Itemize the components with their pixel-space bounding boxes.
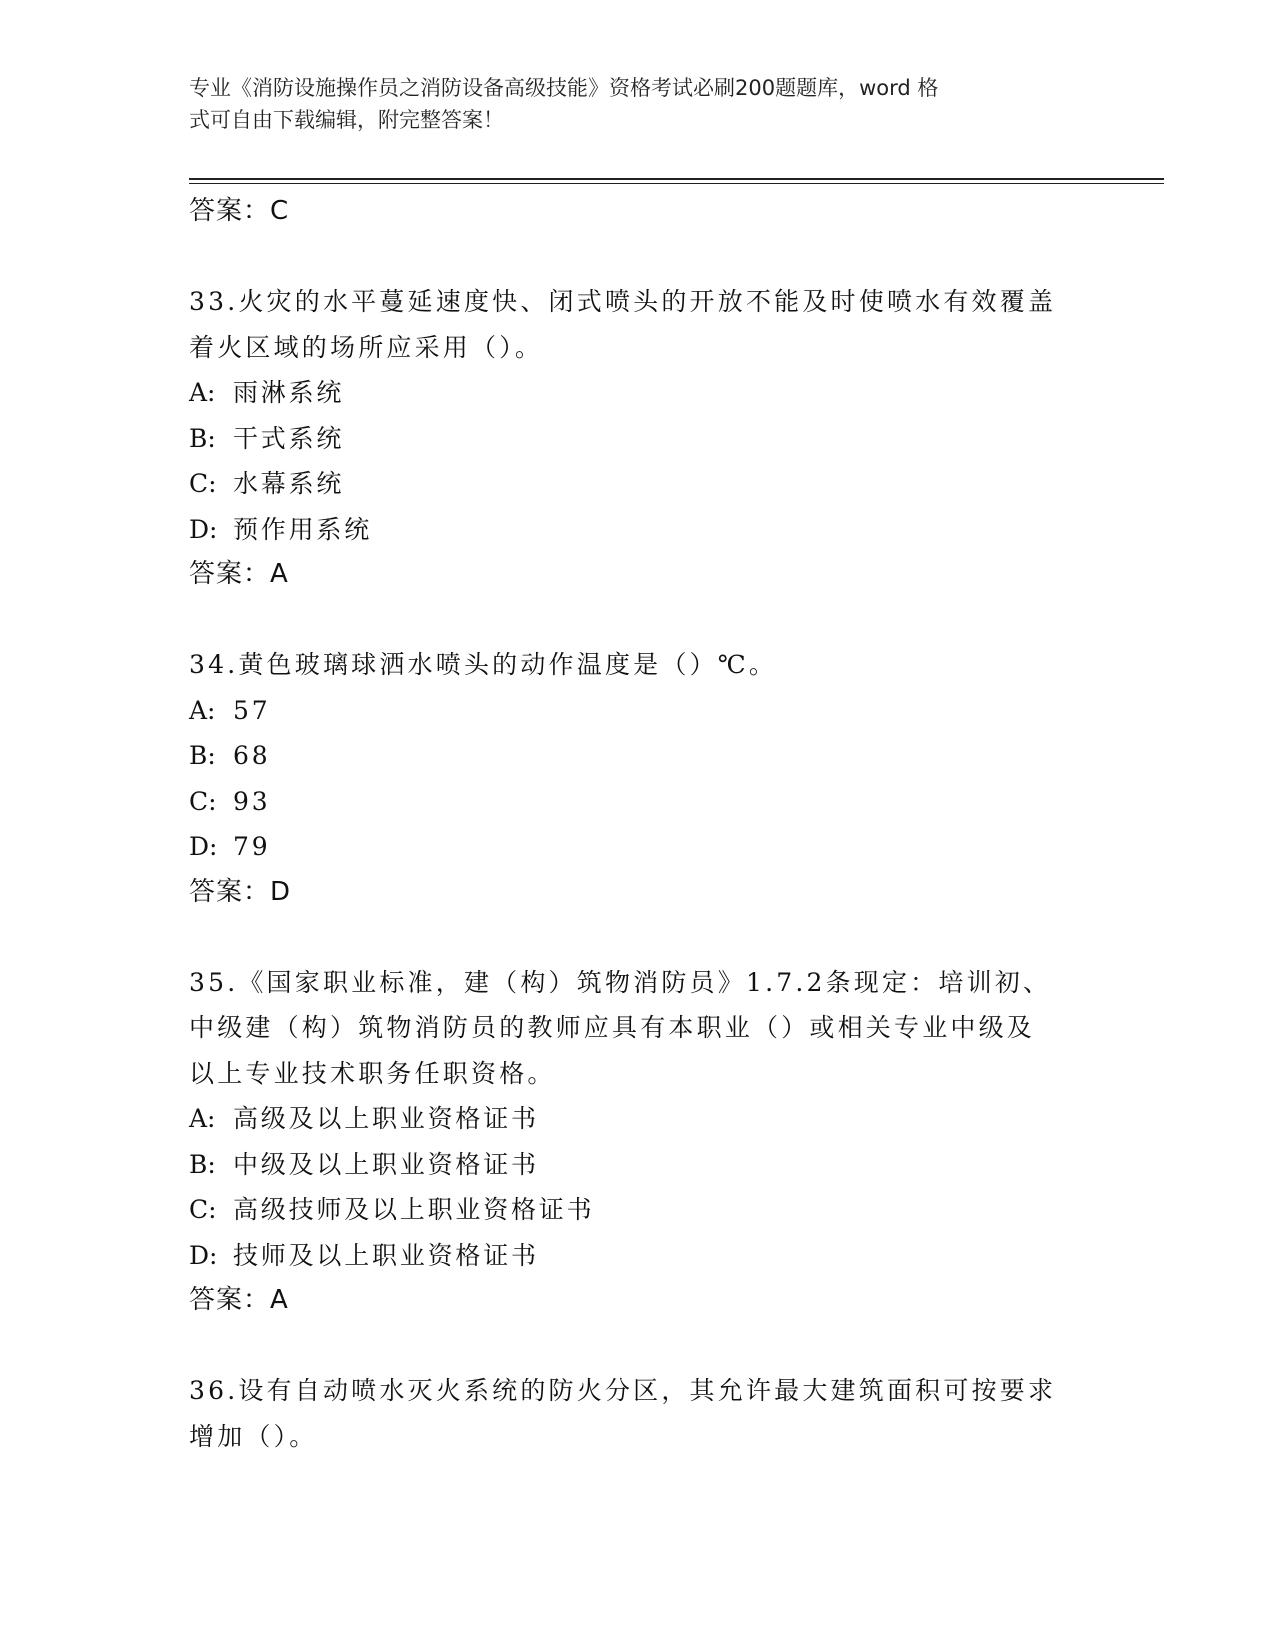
- question-block: [189, 960, 1089, 1324]
- answer-line: [189, 552, 1089, 597]
- question-text: [189, 1368, 1089, 1459]
- option-text: 雨淋系统: [233, 378, 345, 407]
- option-key: D:: [189, 832, 218, 861]
- option-text: 预作用系统: [233, 514, 373, 544]
- question-block: [189, 279, 1089, 597]
- question-text: [189, 279, 1089, 370]
- answer-line: [189, 189, 1089, 234]
- option-b: [189, 1142, 1089, 1188]
- question-line: 34.黄色玻璃球洒水喷头的动作温度是（）℃。: [189, 650, 778, 679]
- question-text: [189, 642, 1089, 688]
- option-b: [189, 416, 1089, 462]
- answer-value: C: [270, 196, 289, 226]
- answer-line: [189, 870, 1089, 915]
- option-key: A:: [189, 695, 216, 725]
- question-line: 增加（）。: [189, 1421, 318, 1451]
- spacer: [189, 597, 1089, 642]
- option-key: B:: [189, 1149, 216, 1179]
- question-line: 35.《国家职业标准，建（构）筑物消防员》1.7.2条现定：培训初、: [189, 967, 1052, 997]
- question-line: 中级建（构）筑物消防员的教师应具有本职业（）或相关专业中级及: [189, 1013, 1036, 1042]
- option-key: B:: [189, 423, 216, 453]
- option-text: 高级及以上职业资格证书: [233, 1104, 539, 1133]
- option-d: [189, 507, 1089, 553]
- question-line: 36.设有自动喷水灭火系统的防火分区，其允许最大建筑面积可按要求: [189, 1376, 1057, 1405]
- answer-line: [189, 1278, 1089, 1323]
- header-divider-thin: [189, 183, 1164, 184]
- answer-label: 答案：: [189, 1285, 271, 1315]
- option-a: [189, 688, 1089, 734]
- option-text: 技师及以上职业资格证书: [233, 1240, 539, 1270]
- option-text: 57: [233, 695, 271, 725]
- spacer: [189, 915, 1089, 960]
- option-a: [189, 1096, 1089, 1142]
- question-line: 33.火灾的水平蔓延速度快、闭式喷头的开放不能及时使喷水有效覆盖: [189, 287, 1057, 316]
- header-line-1: 专业《消防设施操作员之消防设备高级技能》资格考试必刷200题题库，word 格: [189, 76, 939, 100]
- option-key: A:: [189, 1104, 216, 1133]
- option-key: D:: [189, 1240, 218, 1270]
- question-text: [189, 960, 1089, 1097]
- answer-value: D: [270, 876, 291, 907]
- option-key: B:: [189, 741, 216, 770]
- question-block: [189, 1368, 1089, 1459]
- option-text: 79: [233, 832, 271, 861]
- answer-label: 答案：: [189, 196, 271, 226]
- option-text: 高级技师及以上职业资格证书: [233, 1195, 595, 1224]
- header-divider-thick: [189, 178, 1164, 180]
- option-text: 93: [233, 786, 271, 816]
- question-line: 着火区域的场所应采用（）。: [189, 332, 544, 362]
- spacer: [189, 1323, 1089, 1368]
- option-d: [189, 1233, 1089, 1279]
- option-text: 中级及以上职业资格证书: [233, 1149, 539, 1179]
- option-c: [189, 779, 1089, 825]
- option-key: C:: [189, 469, 217, 498]
- question-block: [189, 642, 1089, 915]
- option-a: [189, 370, 1089, 416]
- option-b: [189, 733, 1089, 779]
- spacer: [189, 234, 1089, 279]
- document-header: [189, 72, 1089, 136]
- question-line: 以上专业技术职务任职资格。: [189, 1058, 556, 1088]
- option-key: D:: [189, 514, 218, 544]
- answer-value: A: [270, 1285, 288, 1315]
- option-key: C:: [189, 1195, 217, 1224]
- option-d: [189, 824, 1089, 870]
- option-c: [189, 1187, 1089, 1233]
- option-text: 水幕系统: [233, 469, 345, 498]
- answer-value: A: [270, 559, 288, 589]
- option-key: A:: [189, 378, 216, 407]
- answer-label: 答案：: [189, 876, 271, 907]
- answer-label: 答案：: [189, 559, 271, 589]
- option-c: [189, 461, 1089, 507]
- option-text: 68: [233, 741, 271, 770]
- document-body: [189, 189, 1089, 1459]
- header-line-2: 式可自由下载编辑，附完整答案！: [189, 108, 504, 132]
- option-key: C:: [189, 786, 217, 816]
- option-text: 干式系统: [233, 423, 345, 453]
